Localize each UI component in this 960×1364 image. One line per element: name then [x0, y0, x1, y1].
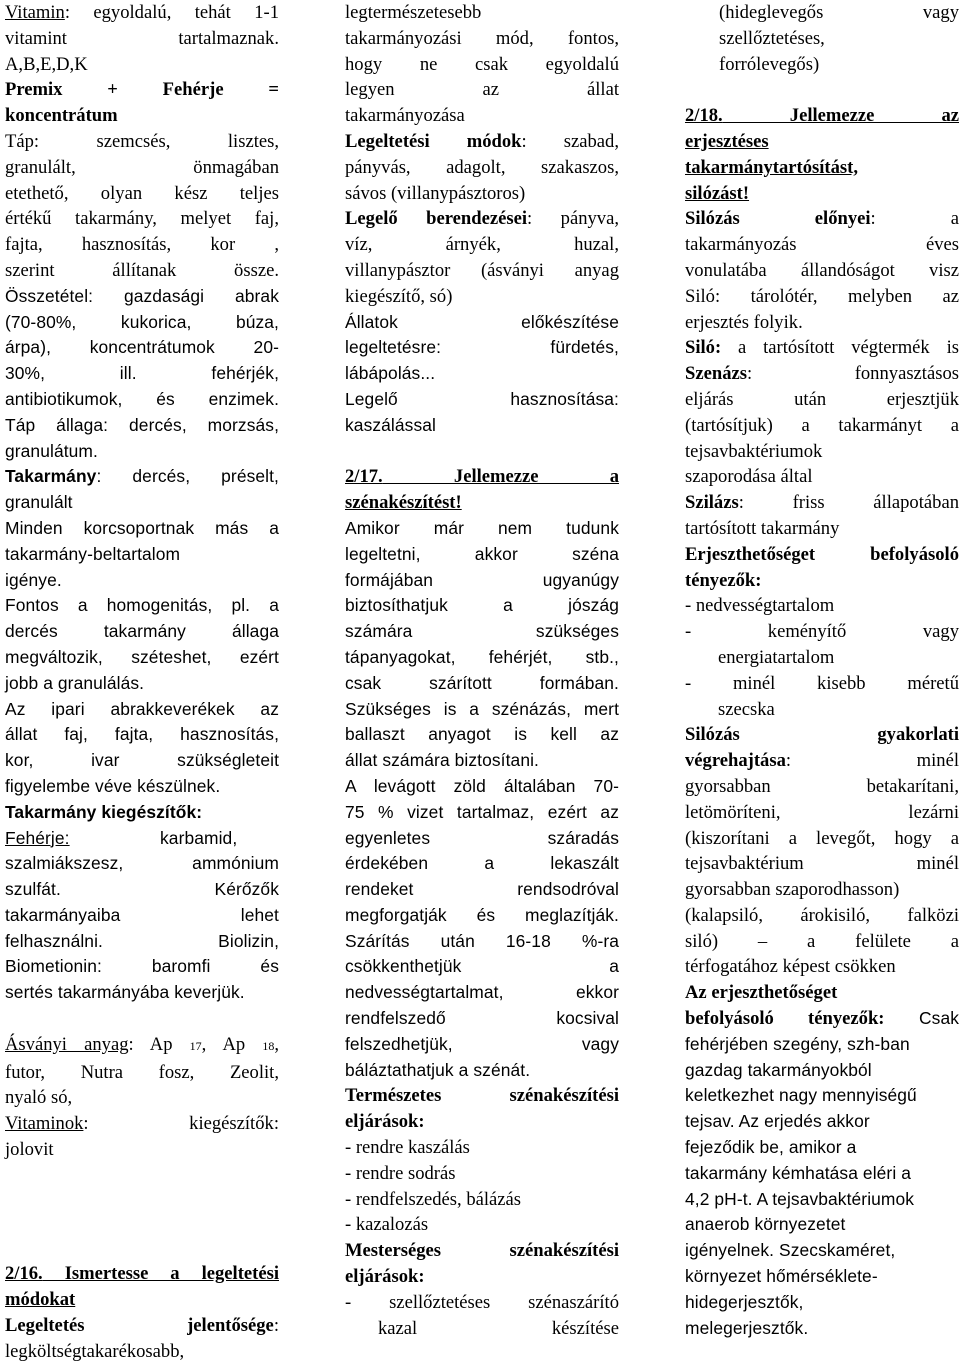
text-line: takarmányaiba lehet	[5, 904, 279, 925]
text-line	[685, 1006, 959, 1032]
text-line: futor, Nutra fosz, Zeolit,	[5, 1061, 279, 1083]
text-line: szerint állítanak össze.	[5, 259, 279, 281]
text-line: legeltetésre: fürdetés,	[345, 337, 619, 358]
text-line: Siló: tárolótér, melyben az	[685, 285, 959, 307]
text-line: szulfát. Kérőzők	[5, 879, 279, 900]
text-line: kor, ivar szükségleteit	[5, 750, 279, 771]
text-line: letömöríteni, lezárni	[685, 801, 959, 823]
text: : kiegészítők:	[83, 1113, 279, 1135]
text-line: igényelnek. Szecskaméret,	[685, 1240, 896, 1261]
text: Jellemezze a	[382, 466, 619, 488]
text-line: 75 % vizet tartalmaz, ezért az	[345, 801, 619, 822]
text-line: érdekében a lekaszált	[345, 853, 619, 874]
text-line: környezet hőmérséklete-	[685, 1266, 878, 1287]
text-line: melegerjesztők.	[685, 1317, 809, 1338]
section-heading: eljárások:	[345, 1266, 425, 1288]
text-line: fajta, hasznosítás, kor ,	[5, 234, 279, 256]
list-item: - rendre sodrás	[345, 1162, 456, 1184]
text-line: legeltetni, akkor széna	[345, 543, 619, 564]
text: :	[273, 1314, 279, 1336]
text-line	[345, 206, 619, 232]
text-line	[5, 1313, 279, 1339]
list-item: - keményítő vagy	[685, 621, 959, 643]
text-line: (tartósítjuk) a takarmányt a	[685, 414, 959, 436]
text-line: A,B,E,D,K	[5, 53, 88, 75]
text-line: szellőztetéses,	[719, 27, 825, 49]
text-line: takarmány kémhatása eléri a	[685, 1162, 911, 1183]
text-line: forrólevegős)	[719, 53, 820, 75]
text-line: térfogatához képest csökken	[685, 956, 896, 978]
text-line: takarmány-beltartalom	[5, 543, 181, 564]
text-line: legyen az állat	[345, 79, 619, 101]
text-line: gazdag takarmányokból	[685, 1059, 872, 1080]
text-line: (kiszorítani a levegőt, hogy a	[685, 827, 959, 849]
text-line: granulált	[5, 492, 73, 513]
text-line: koncentrátum	[5, 105, 118, 127]
section-heading: Silózás gyakorlati	[685, 724, 959, 746]
text-line	[5, 0, 279, 26]
text: karbamid,	[160, 827, 238, 848]
text-line: szaporodása által	[685, 466, 813, 488]
text-line: vonulatába állandóságot visz	[685, 259, 959, 281]
text-line: víz, árnyék, huzal,	[345, 234, 619, 256]
term-legeltetesi-modok: Legeltetési módok	[345, 130, 522, 152]
text-line: megváltozik, széteshet, ezért	[5, 646, 279, 667]
list-item-continuation: szecska	[718, 698, 775, 720]
column-2	[345, 0, 619, 1341]
text-line: megforgatják és meglazítják.	[345, 904, 619, 925]
text: : friss állapotában	[738, 492, 959, 514]
section-heading: tényezők:	[685, 569, 762, 591]
text-line: sávos (villanypásztoros)	[345, 182, 526, 204]
text-line: Szükséges is a szénázás, mert	[345, 698, 619, 719]
section-heading: Mesterséges szénakészítési	[345, 1240, 619, 1262]
text-line: hidegerjesztők,	[685, 1291, 804, 1312]
text: : pányva,	[527, 208, 619, 230]
text-line: Biometionin: baromfi és	[5, 956, 279, 977]
text: : Ap	[128, 1033, 190, 1055]
question-heading	[685, 103, 959, 129]
text-line: hogy ne csak egyoldalú	[345, 53, 619, 75]
question-heading: takarmánytartósítást,	[685, 156, 858, 178]
text-line: rendeket rendsodróval	[345, 879, 619, 900]
list-item: - rendfelszedés, bálázás	[345, 1188, 522, 1210]
text-line: tejsavbaktérium minél	[685, 853, 959, 875]
text-line: tejsav. Az erjedés akkor	[685, 1111, 870, 1132]
text-line: biztosíthatjuk a jószág	[345, 595, 619, 616]
text-line: Az ipari abrakkeverékek az	[5, 698, 279, 719]
text-line: ballaszt anyagot is kell az	[345, 724, 619, 745]
text-line: fejeződik be, amikor a	[685, 1137, 857, 1158]
text-line: nedvességtartalmat, ekkor	[345, 982, 619, 1003]
question-number: 2/17.	[345, 466, 383, 488]
list-item-continuation: kazal készítése	[378, 1317, 619, 1339]
text: : a	[870, 208, 959, 230]
text-line	[685, 361, 959, 387]
term-legelo-berendezesei: Legelő berendezései	[345, 208, 528, 230]
list-item: - minél kisebb méretű	[685, 672, 959, 694]
text-line: granulált, önmagában	[5, 156, 279, 178]
term-asvanyi-anyag: Ásványi anyag	[5, 1033, 129, 1055]
question-heading: szénakészítést!	[345, 492, 462, 514]
text-line: granulátum.	[5, 440, 98, 461]
text-line: legköltségtakarékosabb,	[5, 1340, 185, 1362]
text: ,	[166, 2, 172, 23]
text-line: eljárás után erjesztjük	[685, 388, 959, 410]
list-item-continuation: energiatartalom	[718, 646, 835, 668]
list-item: - kazalozás	[345, 1214, 429, 1236]
question-heading: silózást!	[685, 182, 750, 204]
text-line: Fontos a homogenitás, pl. a	[5, 595, 279, 616]
text-line	[5, 1111, 279, 1137]
text-line: Táp állaga: dercés, morzsás,	[5, 414, 279, 435]
text-line: szalmiákszesz, ammónium	[5, 853, 279, 874]
text: Jellemezze az	[722, 105, 959, 127]
text-line: csak szárított formában.	[345, 672, 619, 693]
text-line: számára szükséges	[345, 621, 619, 642]
text-line: tápanyagokat, fehérjét, stb.,	[345, 646, 619, 667]
text: Ismertesse a legeltetési	[42, 1263, 279, 1285]
text-line	[345, 129, 619, 155]
text-line: Legelő hasznosítása:	[345, 388, 619, 409]
text-line: takarmányozása	[345, 105, 465, 127]
text-line: figyelembe véve készülnek.	[5, 775, 221, 796]
question-heading: erjesztéses	[685, 130, 769, 152]
text-line: erjesztés folyik.	[685, 311, 803, 333]
question-heading: módokat	[5, 1289, 76, 1311]
text-line: A levágott zöld általában 70-	[345, 775, 619, 796]
text-line: rendfelszedő kocsival	[345, 1008, 619, 1029]
text: tehát 1-1	[171, 2, 279, 23]
text-line	[685, 335, 959, 361]
list-item: - szellőztetéses szénaszárító	[345, 1291, 619, 1313]
text-line	[5, 826, 279, 852]
text-line: Premix + Fehérje =	[5, 79, 279, 101]
text-line: igénye.	[5, 569, 62, 590]
text-line: értékű takarmány, melyet faj,	[5, 208, 279, 230]
section-heading: Az erjeszthetőséget	[685, 982, 838, 1004]
text: a tartósított végtermék is	[721, 337, 959, 359]
text: : szabad,	[521, 130, 619, 152]
text: ,	[274, 1033, 279, 1055]
text-line: 4,2 pH-t. A tejsavbaktériumok	[685, 1188, 915, 1209]
text-line: antibiotikumok, és enzimek.	[5, 388, 279, 409]
question-heading	[345, 464, 619, 490]
term-silo: Siló:	[685, 337, 722, 359]
text-line: (hideglevegős vagy	[719, 2, 959, 23]
text: Csak	[884, 1008, 960, 1029]
text-line: (kalapsiló, árokisiló, falközi	[685, 904, 959, 926]
question-number: 2/16.	[5, 1263, 43, 1285]
term-silozas-elonyei: Silózás előnyei	[685, 208, 871, 230]
text: , Ap	[201, 1033, 263, 1055]
text-line	[685, 748, 959, 774]
text-line: nyaló só,	[5, 1087, 73, 1109]
text-line: anaerob környezetet	[685, 1214, 846, 1235]
term-szenazs: Szenázs	[685, 363, 747, 385]
text-line: báláztathatjuk a szénát.	[345, 1059, 531, 1080]
text: : egyoldalú	[64, 2, 167, 23]
term-vitaminok: Vitaminok	[5, 1113, 84, 1135]
text-line: takarmányozási mód, fontos,	[345, 27, 619, 49]
column-1	[5, 0, 279, 1364]
text-line: legtermészetesebb	[345, 2, 482, 23]
text-line: fehérjében szegény, szh-ban	[685, 1033, 910, 1054]
term-vitamin: Vitamin	[5, 2, 65, 23]
column-3	[685, 0, 959, 1341]
text-line: etethető, olyan kész teljes	[5, 182, 279, 204]
text-line: tejsavbaktériumok	[685, 440, 823, 462]
term-vegrehajtasa: végrehajtása	[685, 750, 786, 772]
text-line: Minden korcsoportnak más a	[5, 517, 279, 538]
term-legeltetes-jelentosege: Legeltetés jelentősége	[5, 1314, 274, 1336]
text: 18	[262, 1038, 275, 1053]
term-takarmany: Takarmány	[5, 466, 97, 487]
text-line: Állatok előkészítése	[345, 311, 619, 332]
question-number: 2/18.	[685, 105, 723, 127]
text-line: egyenletes száradás	[345, 827, 619, 848]
question-heading	[5, 1261, 279, 1287]
text-line	[5, 464, 279, 490]
text: : minél	[785, 750, 959, 772]
text-line: jolovit	[5, 1139, 54, 1161]
text-line: dercés takarmány állaga	[5, 621, 279, 642]
text-line: sertés takarmányába keverjük.	[5, 982, 245, 1003]
text-line: felszedhetjük, vagy	[345, 1033, 619, 1054]
text-line: Táp: szemcsés, lisztes,	[5, 130, 279, 152]
text-line: jobb a granulálás.	[5, 672, 145, 693]
text-line: pányvás, adagolt, szakaszos,	[345, 156, 619, 178]
text-line: felhasználni. Biolizin,	[5, 930, 279, 951]
text-line	[685, 206, 959, 232]
text-line: keletkezhet nagy mennyiségű	[685, 1085, 917, 1106]
text-line: kiegészítő, só)	[345, 285, 453, 307]
text-line: Szárítás után 16-18 %-ra	[345, 930, 619, 951]
text-line: Összetétel: gazdasági abrak	[5, 285, 279, 306]
section-heading: eljárások:	[345, 1111, 425, 1133]
text-line: csökkenthetjük a	[345, 956, 619, 977]
list-item: - rendre kaszálás	[345, 1137, 470, 1159]
text: : dercés, préselt,	[96, 466, 279, 487]
text-line: vitamint tartalmaznak.	[5, 27, 279, 49]
text-line: állat faj, fajta, hasznosítás,	[5, 724, 279, 745]
text-line: tartósított takarmány	[685, 517, 840, 539]
section-heading: Természetes szénakészítési	[345, 1085, 619, 1107]
text-line	[5, 1032, 279, 1060]
text-line: árpa), koncentrátumok 20-	[5, 337, 279, 358]
text: 17	[189, 1038, 202, 1053]
text-line: villanypásztor (ásványi anyag	[345, 259, 619, 281]
text-line	[685, 490, 959, 516]
text-line: takarmányozás éves	[685, 234, 959, 256]
text: : fonnyasztásos	[746, 363, 959, 385]
text-line: állat számára biztosítani.	[345, 750, 539, 771]
text-line: gyorsabban szaporodhasson)	[685, 879, 900, 901]
term-befolyasolo-tenyezok: befolyásoló tényezők:	[685, 1008, 885, 1030]
section-heading: Erjeszthetőséget befolyásoló	[685, 543, 959, 565]
section-heading: Takarmány kiegészítők:	[5, 801, 203, 822]
text-line: formájában ugyanúgy	[345, 569, 619, 590]
text-line: 30%, ill. fehérjék,	[5, 363, 279, 384]
term-feherje: Fehérje:	[5, 827, 70, 848]
text-line: lábápolás...	[345, 363, 436, 384]
term-szilazs: Szilázs	[685, 492, 739, 514]
text-line: Amikor már nem tudunk	[345, 517, 619, 538]
list-item: - nedvességtartalom	[685, 595, 835, 617]
text-line: gyorsabban betakarítani,	[685, 775, 959, 797]
text-line: (70-80%, kukorica, búza,	[5, 311, 279, 332]
text-line: kaszálással	[345, 414, 436, 435]
text-line: siló) – a felülete a	[685, 930, 959, 952]
